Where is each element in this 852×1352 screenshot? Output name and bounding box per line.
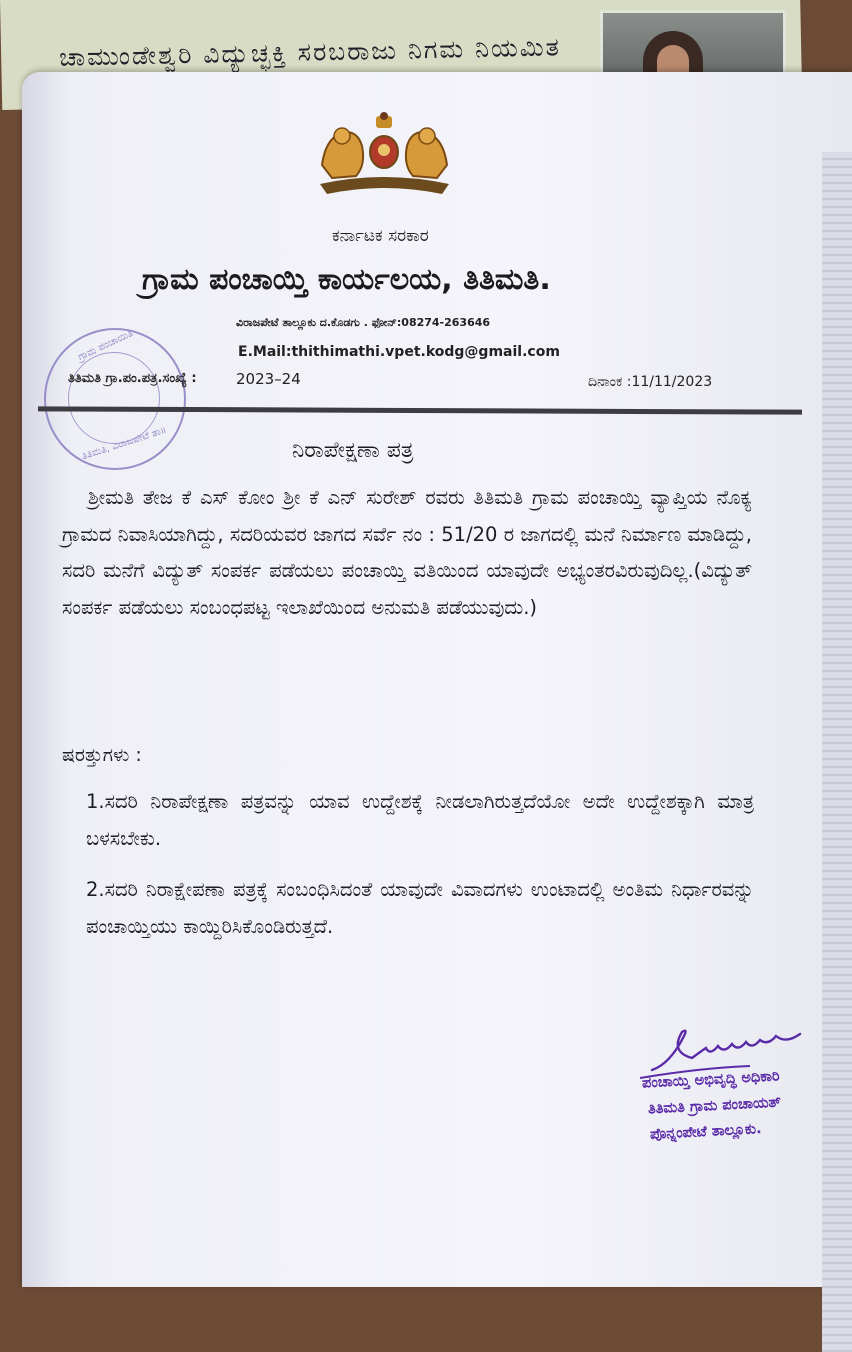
stamp-top-text: ಗ್ರಾಮ ಪಂಚಾಯಿತಿ xyxy=(76,327,135,364)
condition-item-2: 2.ಸದರಿ ನಿರಾಕ್ಷೇಪಣಾ ಪತ್ರಕ್ಕೆ ಸಂಬಂಧಿಸಿದಂತೆ ಯಾವುದೇ ವಿವಾದಗಳು ಉಂಟಾದಲ್ಲಿ ಅಂತಿಮ ನಿರ್ಧಾರವನ್ನು ಪಂಚಾಯ್ತಿಯು ಕಾಯ್ದಿರಿಸಿಕೊಂಡಿರುತ್ತದೆ. xyxy=(86,878,754,938)
signatory-designation: ಪಂಚಾಯ್ತಿ ಅಭಿವೃದ್ಧಿ ಅಧಿಕಾರಿ xyxy=(641,1068,780,1092)
letter-body xyxy=(62,480,752,626)
reference-year: 2023–24 xyxy=(236,370,301,388)
reference-label: ತಿತಿಮತಿ ಗ್ರಾ.ಪಂ.ಪತ್ರ.ಸಂಖ್ಯೆ : xyxy=(68,371,197,386)
government-name: ಕರ್ನಾಟಕ ಸರಕಾರ xyxy=(332,226,429,246)
signatory-taluk: ಪೊನ್ನಂಪೇಟೆ ತಾಲ್ಲೂಕು. xyxy=(649,1121,762,1143)
stamp-bottom-text: ತಿತಿಮತಿ, ವಿರಾಜಪೇಟೆ ತಾ॥ xyxy=(80,424,169,463)
office-seal-stamp xyxy=(44,328,186,470)
page-stack-edge xyxy=(822,152,852,1352)
signatory-office: ತಿತಿಮತಿ ಗ್ರಾಮ ಪಂಚಾಯತ್ xyxy=(647,1094,782,1118)
office-address: ವಿರಾಜಪೇಟೆ ತಾಲ್ಲೂಕು ದ.ಕೊಡಗು . ಫೋನ್:08274-263646 xyxy=(236,316,491,329)
karnataka-emblem-icon xyxy=(312,110,457,200)
letter-heading: ನಿರಾಪೇಕ್ಷಣಾ ಪತ್ರ xyxy=(292,438,414,463)
conditions-heading: ಷರತ್ತುಗಳು : xyxy=(62,744,142,766)
office-name: ಗ್ರಾಮ ಪಂಚಾಯ್ತಿ ಕಾರ್ಯಲಯ, ತಿತಿಮತಿ. xyxy=(142,262,551,297)
letter-body-paragraph: ಶ್ರೀಮತಿ ತೇಜ ಕೆ ಎಸ್ ಕೋಂ ಶ್ರೀ ಕೆ ಎನ್ ಸುರೇಶ್ ರವರು ತಿತಿಮತಿ ಗ್ರಾಮ ಪಂಚಾಯ್ತಿ ವ್ಯಾಪ್ತಿಯ ನೊಕ್ಯ ಗ್ರಾಮದ ನಿವಾಸಿಯಾಗಿದ್ದು, ಸದರಿಯವರ ಜಾಗದ ಸರ್ವೆ ನಂ : 51/20 ರ ಜಾಗದಲ್ಲಿ ಮನೆ ನಿರ್ಮಾಣ ಮಾಡಿದ್ದು, ಸದರಿ ಮನೆಗೆ ವಿದ್ಯುತ್ ಸಂಪರ್ಕ ಪಡೆಯಲು ಪಂಚಾಯ್ತಿ ವತಿಯಿಂದ ಯಾವುದೇ ಅಭ್ಯಂತರವಿರುವುದಿಲ್ಲ.(ವಿದ್ಯುತ್ ಸಂಪರ್ಕ ಪಡೆಯಲು ಸಂಬಂಧಪಟ್ಟ ಇಲಾಖೆಯಿಂದ ಅನುಮತಿ ಪಡೆಯುವುದು.) xyxy=(62,486,752,619)
office-email: E.Mail:thithimathi.vpet.kodg@gmail.com xyxy=(238,344,560,360)
condition-item-1: 1.ಸದರಿ ನಿರಾಪೇಕ್ಷಣಾ ಪತ್ರವನ್ನು ಯಾವ ಉದ್ದೇಶಕ್ಕೆ ನೀಡಲಾಗಿರುತ್ತದೆಯೋ ಅದೇ ಉದ್ದೇಶಕ್ಕಾಗಿ ಮಾತ್ರ ಬಳಸಬೇಕು. xyxy=(86,790,754,850)
letter-date: ದಿನಾಂಕ :11/11/2023 xyxy=(588,374,713,390)
background-document-title: ಚಾಮುಂಡೇಶ್ವರಿ ವಿದ್ಯುಚ್ಛಕ್ತಿ ಸರಬರಾಜು ನಿಗಮ ನಿಯಮಿತ xyxy=(58,32,562,72)
